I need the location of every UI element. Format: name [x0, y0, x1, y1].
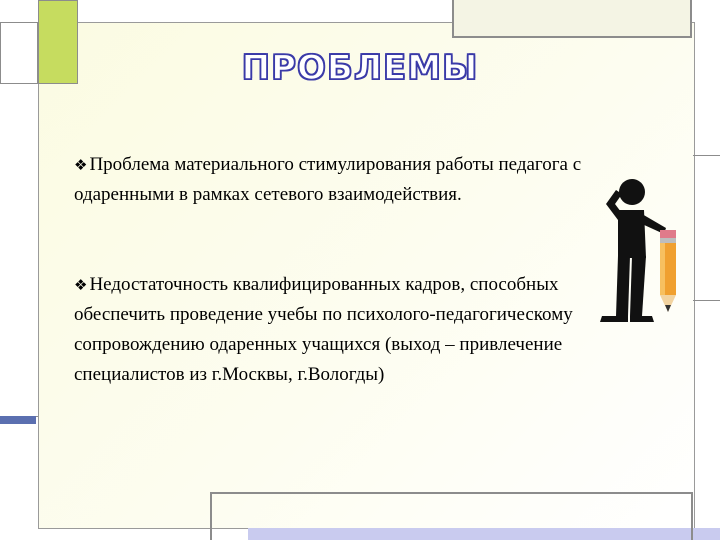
thinking-person-with-pencil-icon	[588, 170, 698, 335]
decor-line	[693, 155, 720, 156]
decor-top-right-block	[452, 0, 692, 38]
bullet-icon: ❖	[74, 276, 88, 294]
decor-bottom-box	[210, 492, 693, 540]
paragraph-2	[74, 270, 614, 390]
paragraph-text: Недостаточность квалифицированных кадров, способных обеспечить проведение учебы по психолого-педагогическому сопровождению одаренных учащихся (выход – привлечение специалистов из г.Москвы, г.Вологды)	[74, 274, 573, 385]
paragraph-text: Проблема материального стимулирования работы педагога с одаренными в рамках сетевого взаимодействия.	[74, 154, 582, 205]
paragraph-1	[74, 150, 614, 210]
bullet-icon: ❖	[74, 156, 88, 174]
decor-blue-mark	[0, 416, 36, 424]
slide-title: ПРОБЛЕМЫ	[241, 48, 479, 88]
